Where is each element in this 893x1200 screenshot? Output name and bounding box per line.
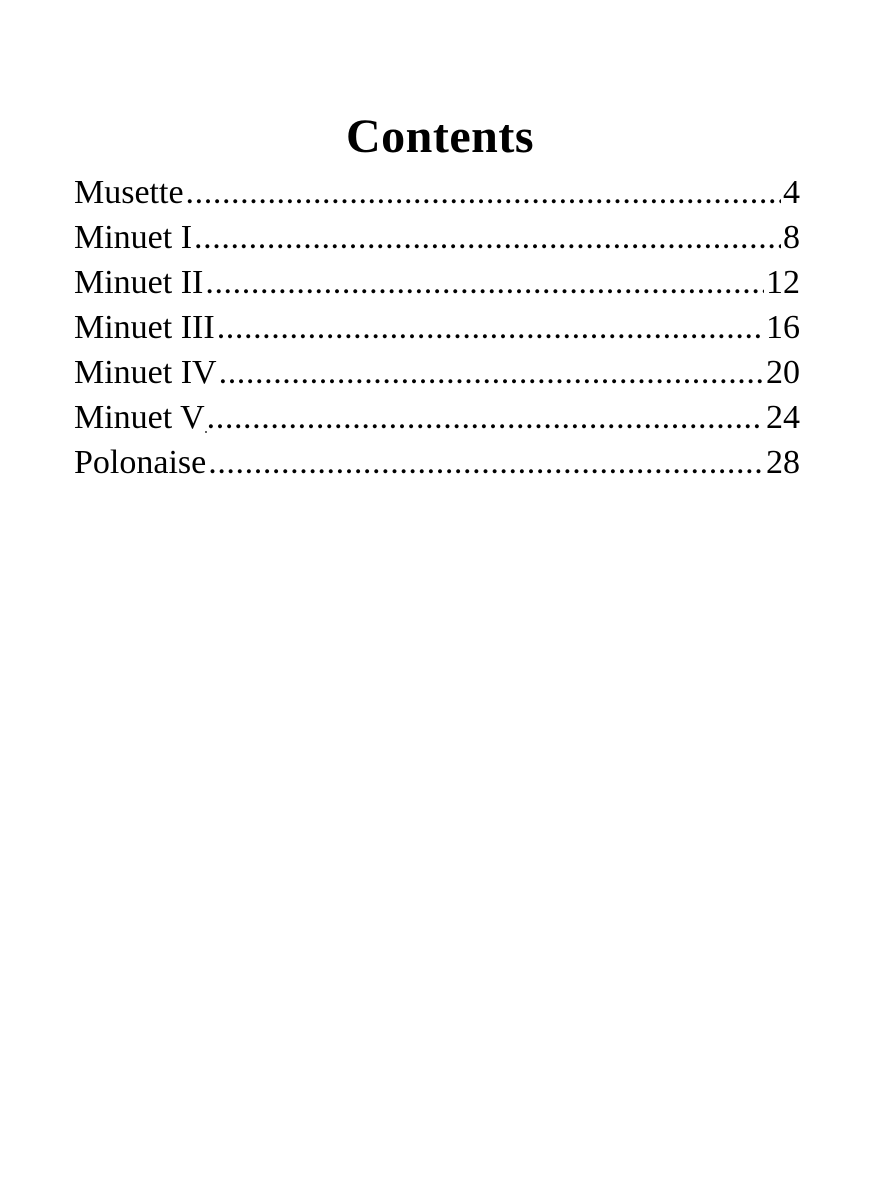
toc-entry-minuet-ii [74, 260, 800, 305]
toc-entry-musette [74, 170, 800, 215]
table-of-contents [74, 170, 800, 485]
dot-leader [208, 440, 764, 485]
toc-page-number: 28 [766, 444, 800, 481]
dot-leader [219, 350, 764, 395]
toc-entry-label: Minuet V [74, 399, 205, 436]
toc-entry-polonaise [74, 440, 800, 485]
toc-entry-minuet-iv [74, 350, 800, 395]
toc-entry-label: Minuet II [74, 264, 204, 301]
toc-page-number: 12 [766, 264, 800, 301]
toc-page-number: 24 [766, 399, 800, 436]
toc-entry-minuet-iii [74, 305, 800, 350]
dot-leader [205, 260, 764, 305]
toc-entry-label: Minuet III [74, 309, 215, 346]
dot-leader [194, 215, 781, 260]
toc-page-number: 20 [766, 354, 800, 391]
toc-entry-minuet-v [74, 395, 800, 440]
scan-speck [205, 431, 207, 433]
toc-entry-label: Polonaise [74, 444, 207, 481]
toc-page-number: 4 [783, 174, 800, 211]
toc-page-number: 16 [766, 309, 800, 346]
page-title: Contents [345, 110, 534, 163]
toc-entry-minuet-i [74, 215, 800, 260]
toc-entry-label: Minuet IV [74, 354, 217, 391]
toc-page-number: 8 [783, 219, 800, 256]
dot-leader [217, 305, 764, 350]
toc-entry-label: Musette [74, 174, 184, 211]
toc-entry-label: Minuet I [74, 219, 193, 256]
dot-leader [186, 170, 781, 215]
dot-leader [207, 395, 764, 440]
